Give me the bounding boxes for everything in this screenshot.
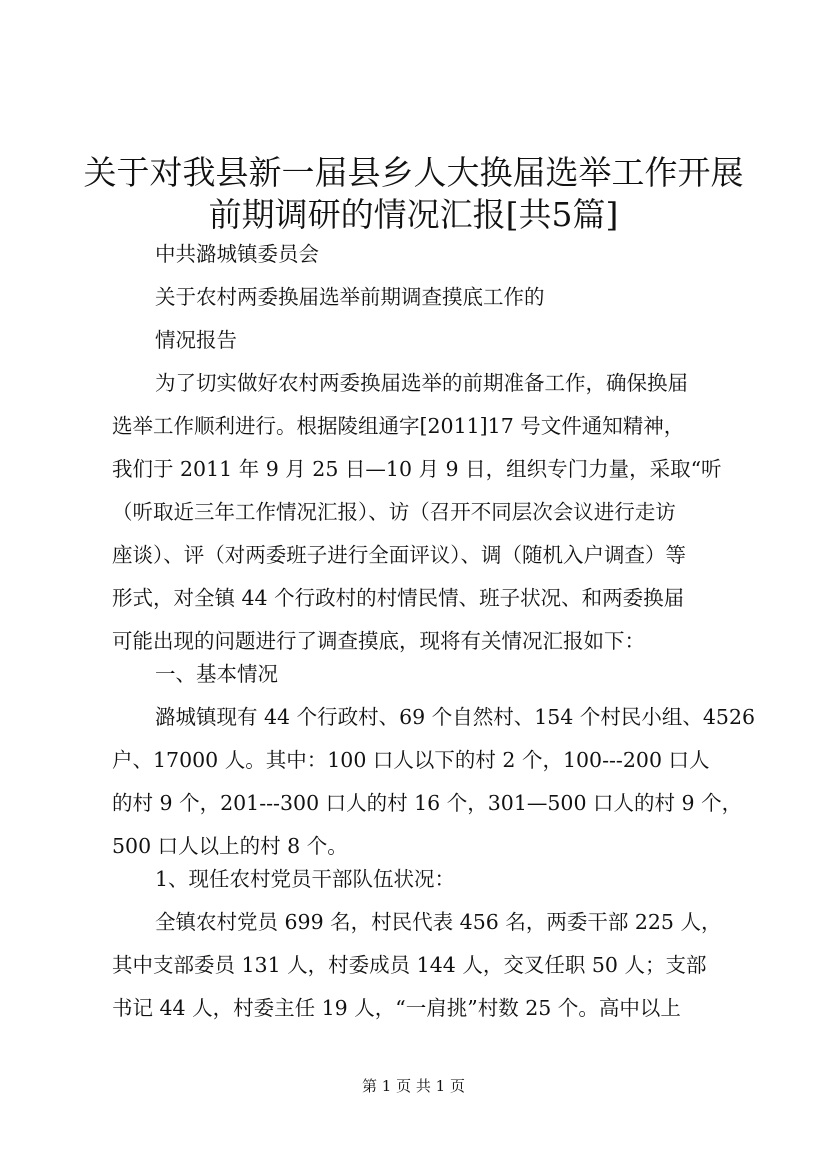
document-title-line-1: 关于对我县新一届县乡人大换届选举工作开展: [83, 153, 744, 192]
paragraph-line: 形式，对全镇 44 个行政村的村情民情、班子状况、和两委换届: [112, 586, 685, 610]
page-footer: 第 1 页 共 1 页: [362, 1077, 465, 1095]
paragraph-line: 选举工作顺利进行。根据陵组通字[2011]17 号文件通知精神，: [112, 414, 685, 438]
paragraph-line: 可能出现的问题进行了调查摸底，现将有关情况汇报如下：: [112, 629, 645, 653]
document-title-line-2: 前期调研的情况汇报[共5篇]: [208, 195, 619, 234]
paragraph-line: 我们于 2011 年 9 月 25 日—10 月 9 日，组织专门力量，采取“听: [112, 457, 722, 481]
paragraph-line: 座谈）、评（对两委班子进行全面评议）、调（随机入户调查）等: [112, 543, 686, 567]
subsection-heading: 1、现任农村党员干部队伍状况：: [155, 867, 456, 891]
paragraph-line: 潞城镇现有 44 个行政村、69 个自然村、154 个村民小组、4526: [155, 705, 756, 729]
report-subject-line: 关于农村两委换届选举前期调查摸底工作的: [155, 285, 545, 309]
paragraph-line: 全镇农村党员 699 名，村民代表 456 名，两委干部 225 人，: [155, 910, 722, 934]
issuer-line: 中共潞城镇委员会: [155, 242, 319, 266]
section-heading: 一、基本情况: [155, 662, 278, 686]
paragraph-line: 为了切实做好农村两委换届选举的前期准备工作，确保换届: [155, 371, 688, 395]
paragraph-line: 的村 9 个，201---300 口人的村 16 个，301—500 口人的村 9 个，: [112, 791, 743, 815]
paragraph-line: 其中支部委员 131 人，村委成员 144 人，交叉任职 50 人；支部: [112, 953, 707, 977]
report-type-line: 情况报告: [155, 328, 237, 352]
paragraph-line: 书记 44 人，村委主任 19 人，“一肩挑”村数 25 个。高中以上: [112, 996, 681, 1020]
paragraph-line: （听取近三年工作情况汇报）、访（召开不同层次会议进行走访: [112, 500, 676, 524]
paragraph-line: 500 口人以上的村 8 个。: [112, 834, 348, 858]
paragraph-line: 户、17000 人。其中：100 口人以下的村 2 个，100---200 口人: [112, 748, 710, 772]
